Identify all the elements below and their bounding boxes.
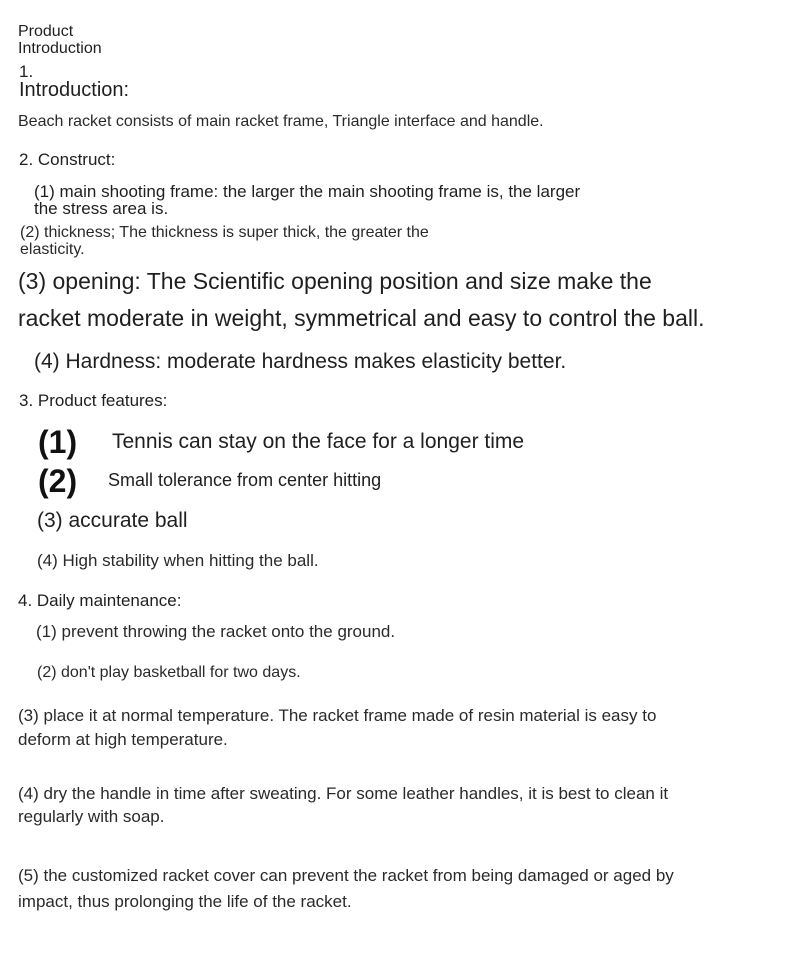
maintenance-item-2: (2) don't play basketball for two days. (37, 664, 301, 681)
section-heading-maintenance: 4. Daily maintenance: (18, 591, 182, 610)
construct-item-1-line-2: the stress area is. (34, 199, 169, 218)
page-title-line-2: Introduction (18, 40, 102, 57)
intro-text: Beach racket consists of main racket frame, Triangle interface and handle. (18, 113, 544, 130)
page-title-line-1: Product (18, 23, 74, 40)
maintenance-item-4-line-2: regularly with soap. (18, 807, 165, 826)
construct-item-2-line-2: elasticity. (20, 241, 85, 258)
construct-item-3-line-1: (3) opening: The Scientific opening position and size make the (18, 268, 652, 294)
maintenance-item-3-line-1: (3) place it at normal temperature. The racket frame made of resin material is easy to (18, 706, 657, 725)
construct-item-2-line-1: (2) thickness; The thickness is super thick, the greater the (20, 224, 429, 241)
section-number-intro: 1. (19, 62, 34, 81)
maintenance-item-4-line-1: (4) dry the handle in time after sweating. For some leather handles, it is best to clean it (18, 784, 669, 803)
feature-2-number: (2) (38, 463, 78, 499)
maintenance-item-1: (1) prevent throwing the racket onto the ground. (36, 622, 396, 641)
feature-3: (3) accurate ball (37, 509, 188, 532)
construct-item-3-line-2: racket moderate in weight, symmetrical and easy to control the ball. (18, 305, 705, 331)
section-heading-construct: 2. Construct: (19, 150, 116, 169)
section-heading-intro: Introduction: (19, 79, 130, 101)
maintenance-item-3-line-2: deform at high temperature. (18, 730, 228, 749)
feature-1-text: Tennis can stay on the face for a longer time (112, 430, 525, 453)
section-heading-features: 3. Product features: (19, 391, 168, 410)
construct-item-1-line-1: (1) main shooting frame: the larger the main shooting frame is, the larger (34, 182, 581, 201)
feature-2-text: Small tolerance from center hitting (108, 470, 382, 490)
maintenance-item-5-line-1: (5) the customized racket cover can prevent the racket from being damaged or aged by (18, 866, 674, 885)
feature-4: (4) High stability when hitting the ball. (37, 551, 319, 570)
feature-1-number: (1) (38, 424, 78, 460)
construct-item-4: (4) Hardness: moderate hardness makes elasticity better. (34, 350, 567, 373)
maintenance-item-5-line-2: impact, thus prolonging the life of the racket. (18, 892, 352, 911)
